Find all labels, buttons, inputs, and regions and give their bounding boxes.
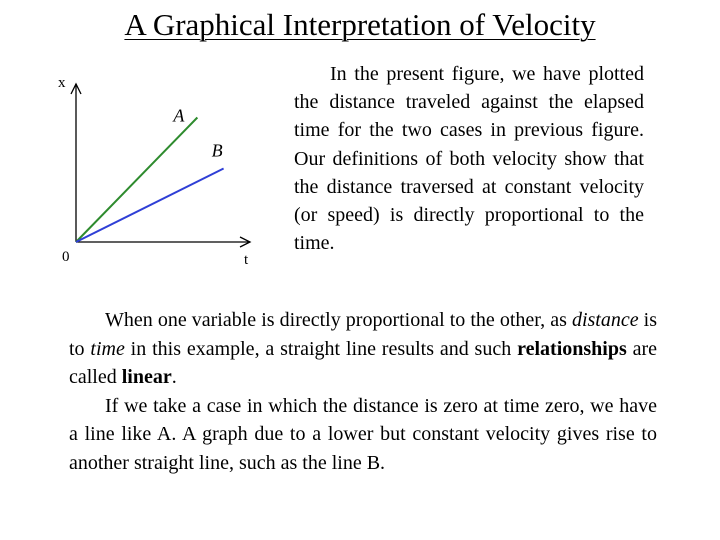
body-text	[69, 306, 657, 478]
term-distance: distance	[571, 309, 639, 331]
paragraph-lines: If we take a case in which the distance is zero at time zero, we have a line like A. A graph due to a lower but constant velocity gives rise to another straight line, such as the line B.	[69, 394, 657, 474]
paragraph-linear: When one variable is directly proportional to the other, as distance is to time in this example, a straight line results and such relationships are called linear.	[69, 309, 658, 389]
series-label-b: B	[211, 140, 223, 161]
x-axis	[76, 237, 250, 247]
side-paragraph	[294, 60, 644, 257]
side-paragraph-text: In the present figure, we have plotted the distance traveled against the elapsed time for the two cases in previous figure. Our definitions of both velocity show that the distance traversed at constant velocity (or speed) is directly proportional to the time.	[294, 63, 644, 255]
x-axis-label: t	[244, 252, 249, 268]
series-label-a: A	[173, 105, 185, 126]
series-line-a	[76, 118, 197, 243]
y-axis-label: x	[58, 75, 66, 91]
series-line-b	[76, 169, 224, 243]
term-time: time	[90, 337, 125, 360]
velocity-graph	[50, 72, 280, 272]
slide-title: A Graphical Interpretation of Velocity	[124, 7, 596, 42]
term-relationships: relationships	[517, 337, 627, 360]
y-axis	[71, 84, 81, 242]
term-linear: linear	[121, 366, 172, 389]
origin-label: 0	[62, 249, 70, 265]
